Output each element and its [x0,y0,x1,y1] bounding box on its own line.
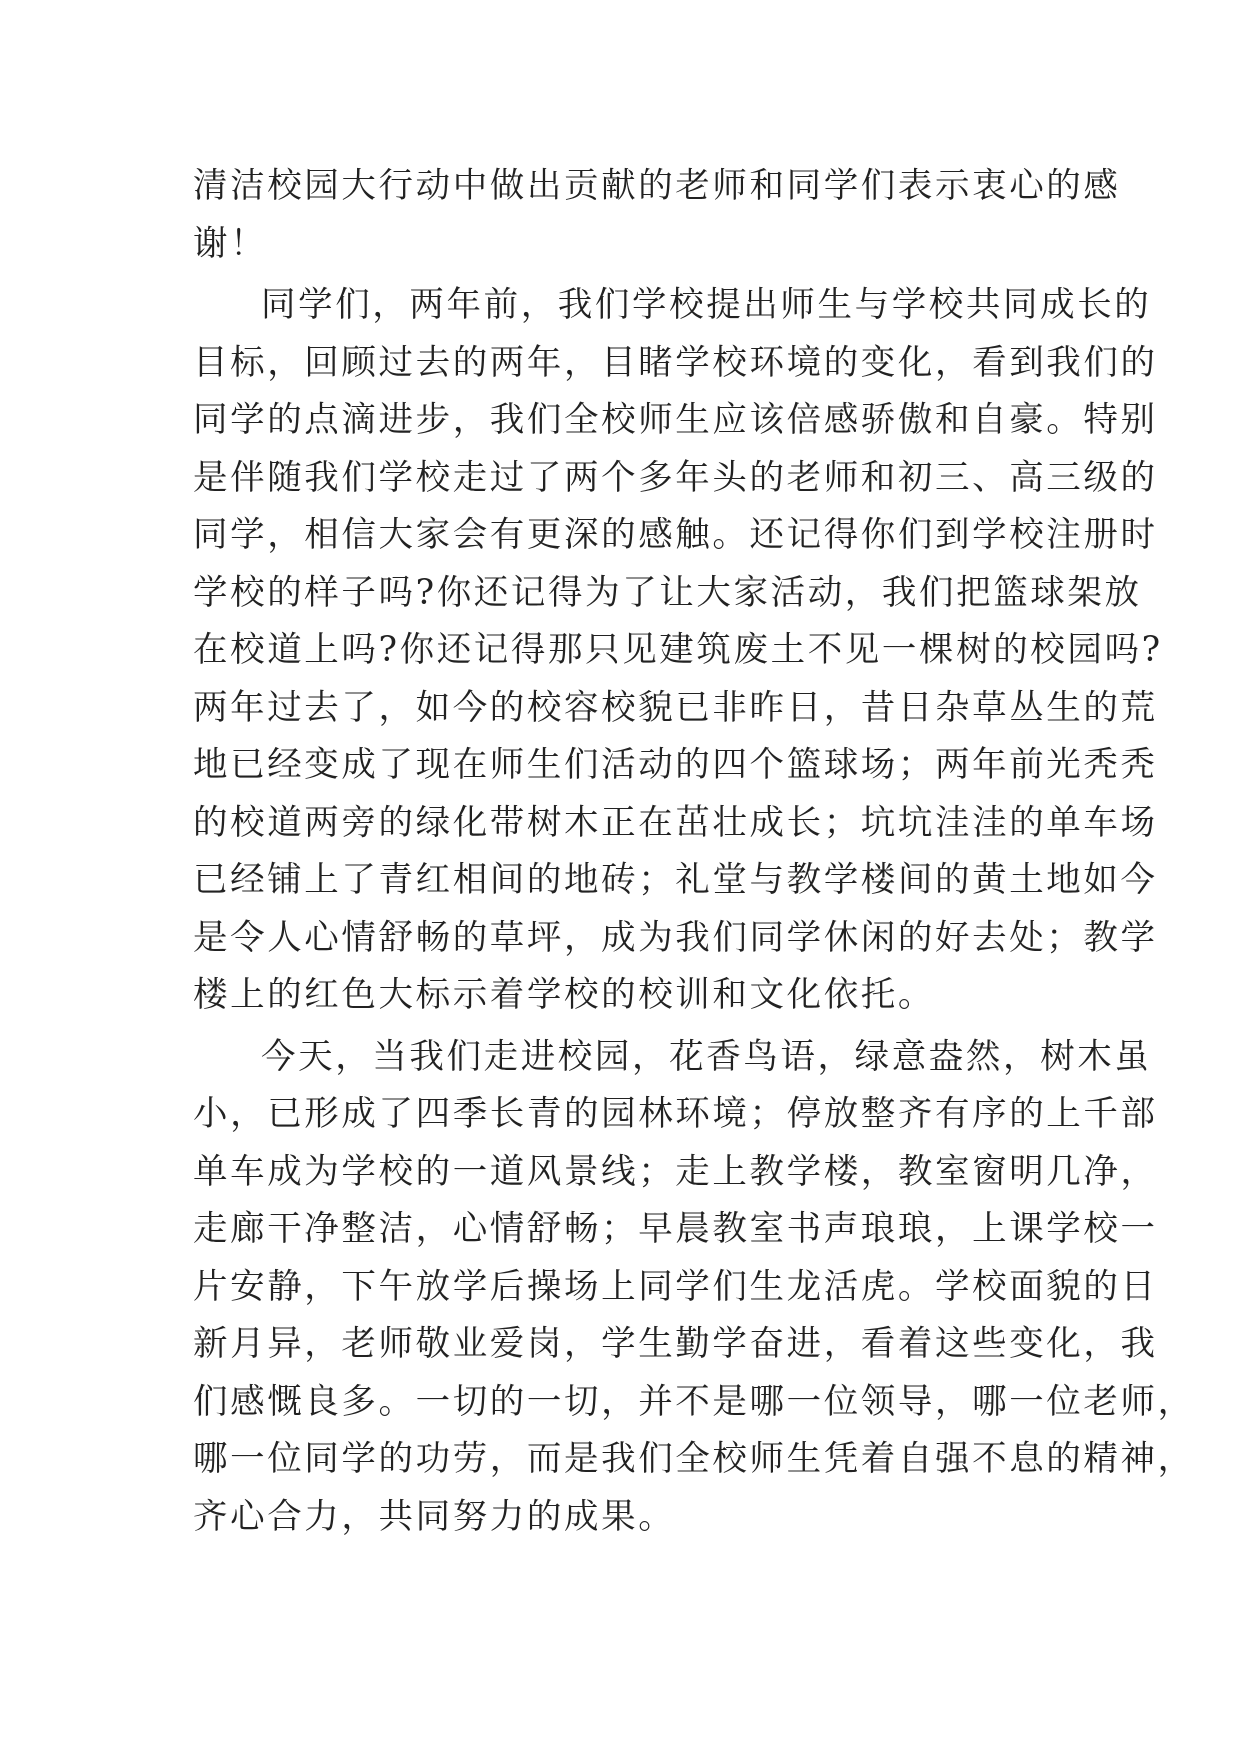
text-line: 同学们，两年前，我们学校提出师生与学校共同成长的 [261,285,1152,325]
text-line: 新月异，老师敬业爱岗，学生勤学奋进，看着这些变化，我 [193,1324,1158,1364]
text-line: 清洁校园大行动中做出贡献的老师和同学们表示衷心的感 [193,166,1121,206]
text-line: 是伴随我们学校走过了两个多年头的老师和初三、高三级的 [193,457,1158,498]
text-line: 同学，相信大家会有更深的感触。还记得你们到学校注册时 [193,515,1158,555]
text-line: 走廊干净整洁，心情舒畅；早晨教室书声琅琅，上课学校一 [193,1209,1158,1249]
text-line: 是令人心情舒畅的草坪，成为我们同学休闲的好去处；教学 [193,917,1158,958]
paragraph-1 [193,158,1121,273]
text-line: 目标，回顾过去的两年，目睹学校环境的变化，看到我们的 [193,342,1158,383]
text-line: 今天，当我们走进校园，花香鸟语，绿意盎然，树木虽 [261,1036,1152,1077]
text-line: 学校的样子吗?你还记得为了让大家活动，我们把篮球架放 [193,572,1142,613]
text-line: 哪一位同学的功劳，而是我们全校师生凭着自强不息的精神， [193,1439,1195,1479]
text-line: 在校道上吗?你还记得那只见建筑废土不见一棵树的校园吗? [193,630,1163,670]
text-line: 楼上的红色大标示着学校的校训和文化依托。 [193,975,935,1015]
paragraph-3 [193,1029,1195,1547]
text-line: 已经铺上了青红相间的地砖；礼堂与教学楼间的黄土地如今 [193,860,1158,900]
text-line: 片安静，下午放学后操场上同学们生龙活虎。学校面貌的日 [193,1266,1158,1307]
text-line: 们感慨良多。一切的一切，并不是哪一位领导，哪一位老师， [193,1381,1195,1422]
text-line: 地已经变成了现在师生们活动的四个篮球场；两年前光秃秃 [193,745,1158,785]
text-line: 同学的点滴进步，我们全校师生应该倍感骄傲和自豪。特别 [193,400,1158,440]
text-line: 小，已形成了四季长青的园林环境；停放整齐有序的上千部 [193,1094,1158,1134]
text-line: 单车成为学校的一道风景线；走上教学楼，教室窗明几净， [193,1151,1158,1192]
text-line: 谢！ [193,223,268,264]
text-line: 的校道两旁的绿化带树木正在茁壮成长；坑坑洼洼的单车场 [193,802,1158,843]
document-body [193,158,1195,1546]
paragraph-2 [193,277,1163,1025]
text-line: 齐心合力，共同努力的成果。 [193,1496,676,1537]
text-line: 两年过去了，如今的校容校貌已非昨日，昔日杂草丛生的荒 [193,687,1158,728]
